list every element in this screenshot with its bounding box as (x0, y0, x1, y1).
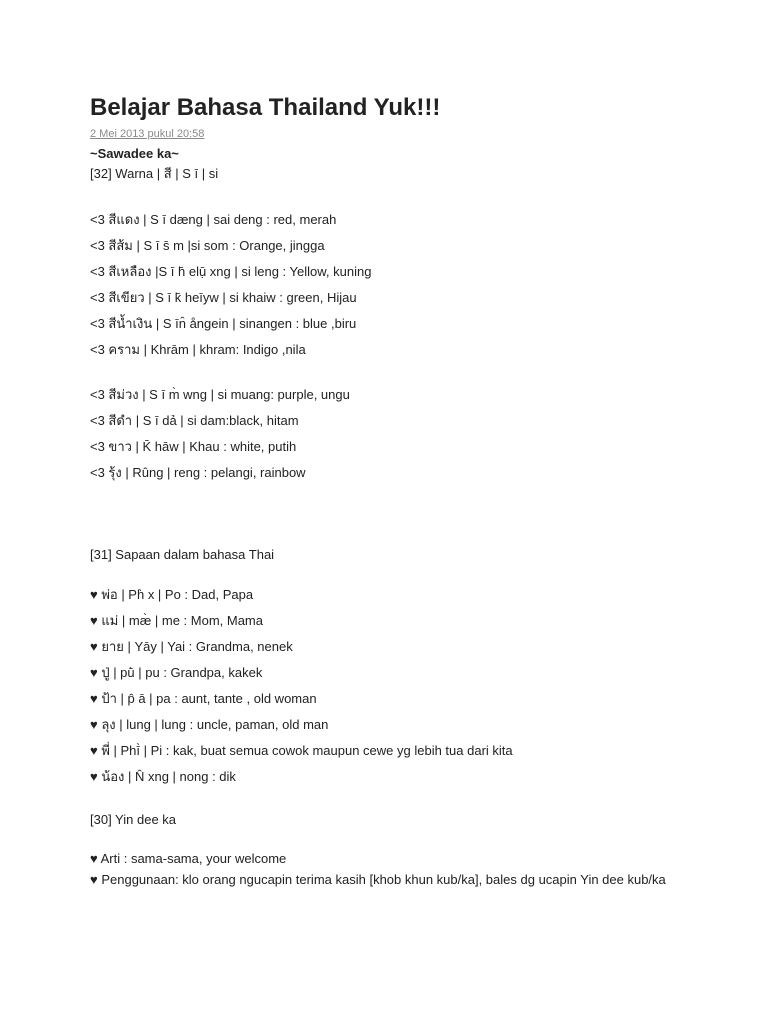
greeting-item-uncle: ♥ ลุง | lung | lung : uncle, paman, old man (90, 717, 329, 732)
usage-item: ♥ Penggunaan: klo orang ngucapin terima kasih [khob khun kub/ka], bales dg ucapin Yin dee kub/ka (90, 872, 666, 887)
greeting-item-grandpa: ♥ ปู่ | pū̀ | pu : Grandpa, kakek (90, 665, 263, 680)
color-line-orange: <3 สีส้ม | S ī s̄ m |si som : Orange, jingga (90, 238, 325, 253)
color-line-white: <3 ขาว | K̄ hāw | Khau : white, putih (90, 439, 297, 454)
greeting-item-younger-sibling: ♥ น้อง | N̂ xng | nong : dik (90, 769, 236, 784)
section-30-heading: [30] Yin dee ka (90, 812, 177, 827)
greeting-item-aunt: ♥ ป้า | p̂ ā | pa : aunt, tante , old woman (90, 691, 317, 706)
meaning-item: ♥ Arti : sama-sama, your welcome (90, 851, 287, 866)
color-line-blue: <3 สีน้ำเงิน | S īn̂ ångein | sinangen : blue ,biru (90, 316, 357, 331)
greeting-item-dad: ♥ พ่อ | Ph̀ x | Po : Dad, Papa (90, 587, 254, 602)
color-line-rainbow: <3 รุ้ง | Rûng | reng : pelangi, rainbow (90, 465, 306, 480)
post-date-link[interactable]: 2 Mei 2013 pukul 20:58 (90, 128, 205, 140)
color-line-yellow: <3 สีเหลือง |S ī h̄ elụ̄ xng | si leng : Yellow, kuning (90, 264, 372, 279)
color-line-red: <3 สีแดง | S ī dæng | sai deng : red, merah (90, 212, 337, 227)
section-31-heading: [31] Sapaan dalam bahasa Thai (90, 547, 275, 562)
post-title: Belajar Bahasa Thailand Yuk!!! (90, 94, 441, 121)
color-line-green: <3 สีเขียว | S ī k̄ heīyw | si khaiw : green, Hijau (90, 290, 357, 305)
greeting-item-mom: ♥ แม่ | mæ̀ | me : Mom, Mama (90, 613, 263, 628)
color-line-black: <3 สีดำ | S ī dả | si dam:black, hitam (90, 413, 299, 428)
section-32-heading: [32] Warna | สี | S ī | si (90, 166, 219, 181)
color-line-purple: <3 สีม่วง | S ī m̀ wng | si muang: purple, ungu (90, 387, 350, 402)
color-line-indigo: <3 คราม | Khrām | khram: Indigo ,nila (90, 342, 306, 357)
greeting-item-grandma: ♥ ยาย | Yāy | Yai : Grandma, nenek (90, 639, 293, 654)
greeting-item-older-sibling: ♥ พี่ | Phī̀ | Pi : kak, buat semua cowok maupun cewe yg lebih tua dari kita (90, 743, 513, 758)
greeting: ~Sawadee ka~ (90, 146, 179, 161)
